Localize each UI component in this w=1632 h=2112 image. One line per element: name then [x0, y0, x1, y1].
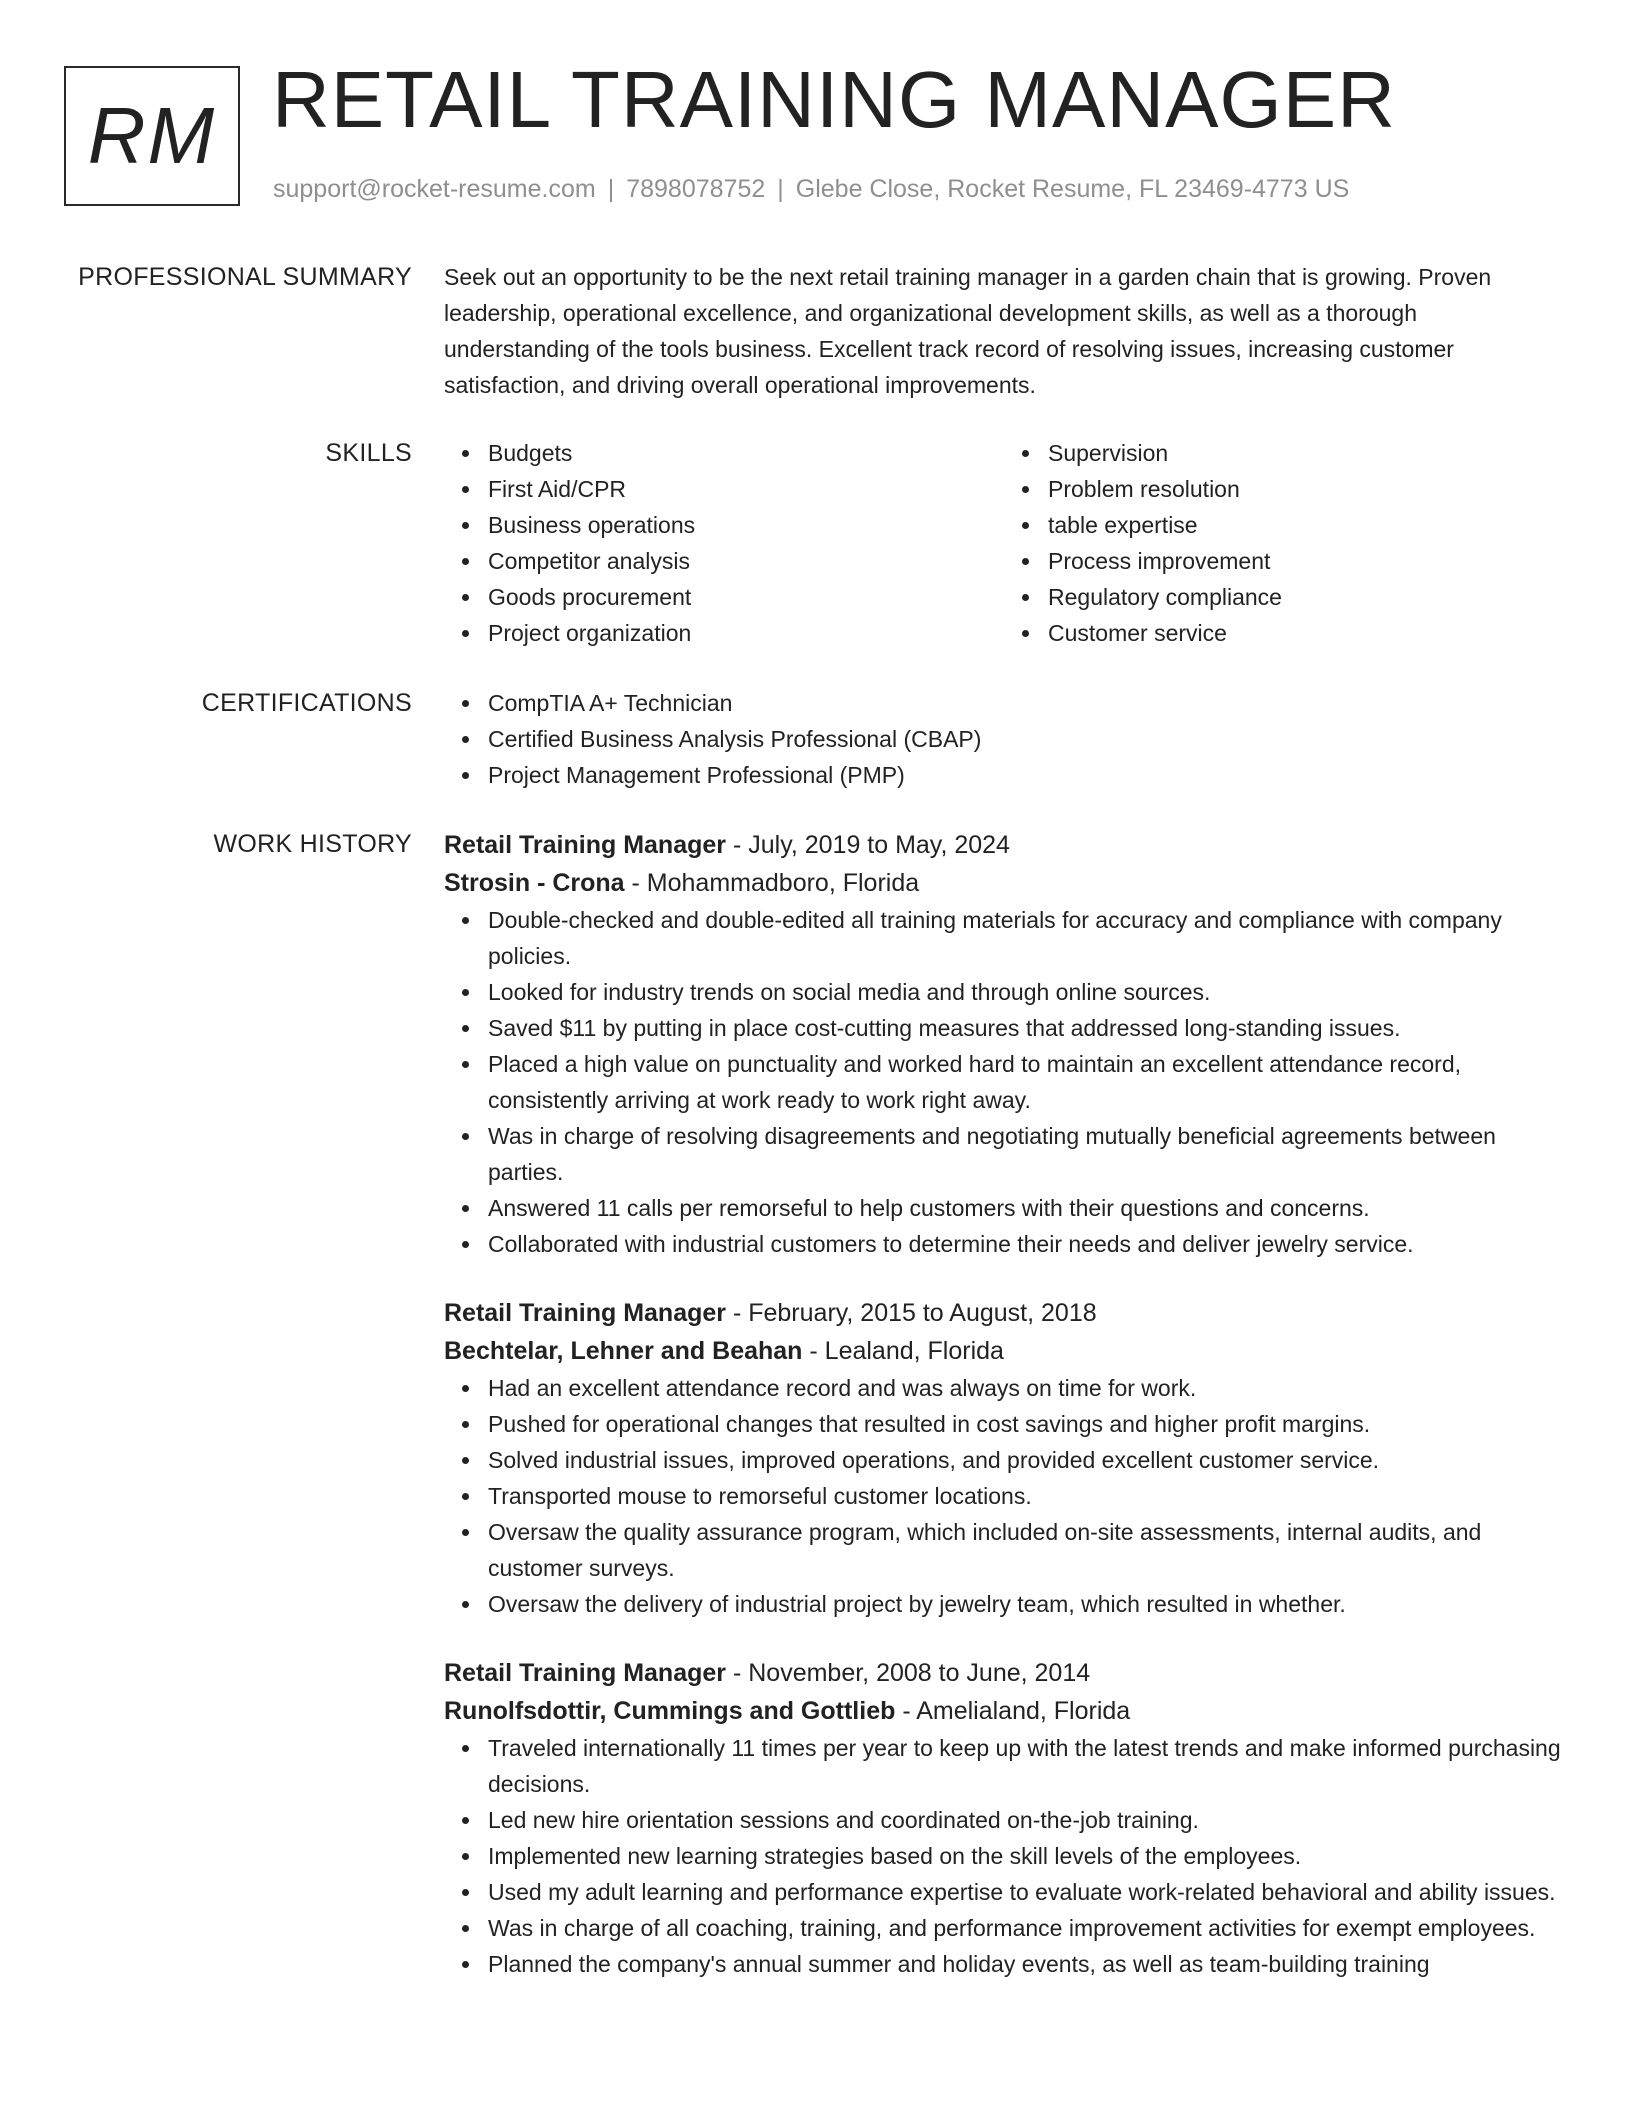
monogram-box: [64, 66, 240, 206]
job-company: Runolfsdottir, Cummings and Gottlieb: [444, 1697, 896, 1725]
skill-item: Budgets: [488, 435, 1004, 471]
job-bullet: Planned the company's annual summer and holiday events, as well as team-building training: [488, 1946, 1564, 1982]
job-company-line: [444, 864, 1564, 902]
job-bullet: Was in charge of all coaching, training, and performance improvement activities for exempt employees.: [488, 1910, 1564, 1946]
job-entry: [444, 1654, 1564, 1982]
job-entry: [444, 826, 1564, 1262]
job-bullet: Looked for industry trends on social media and through online sources.: [488, 974, 1564, 1010]
skill-item: Project organization: [488, 615, 1004, 651]
work-history-heading: WORK HISTORY: [213, 830, 412, 858]
certification-item: Certified Business Analysis Professional (CBAP): [488, 721, 1564, 757]
skill-item: Customer service: [1048, 615, 1564, 651]
certification-item: CompTIA A+ Technician: [488, 685, 1564, 721]
job-bullet: Oversaw the quality assurance program, which included on-site assessments, internal audits, and customer surveys.: [488, 1514, 1564, 1586]
candidate-title: RETAIL TRAINING MANAGER: [272, 55, 1396, 144]
job-title-line: [444, 1654, 1564, 1692]
job-bullets: [444, 1370, 1564, 1622]
job-title-line: [444, 826, 1564, 864]
skills-list-left: [444, 435, 1004, 651]
job-bullet: Saved $11 by putting in place cost-cutting measures that addressed long-standing issues.: [488, 1010, 1564, 1046]
job-location: - Amelialand, Florida: [895, 1697, 1131, 1725]
certifications-list: [444, 685, 1564, 793]
job-company: Strosin - Crona: [444, 869, 625, 897]
certifications-heading: CERTIFICATIONS: [201, 689, 412, 717]
job-dates: - July, 2019 to May, 2024: [726, 831, 1010, 859]
job-bullets: [444, 902, 1564, 1262]
job-company-line: [444, 1332, 1564, 1370]
skill-item: First Aid/CPR: [488, 471, 1004, 507]
job-role: Retail Training Manager: [444, 831, 727, 859]
contact-email[interactable]: support@rocket-resume.com: [273, 175, 596, 203]
skill-item: table expertise: [1048, 507, 1564, 543]
skills-list-right: [1004, 435, 1564, 651]
skill-item: Competitor analysis: [488, 543, 1004, 579]
skill-item: Business operations: [488, 507, 1004, 543]
job-bullet: Collaborated with industrial customers to determine their needs and deliver jewelry service.: [488, 1226, 1564, 1262]
contact-phone[interactable]: 7898078752: [626, 175, 766, 203]
job-bullet: Traveled internationally 11 times per year to keep up with the latest trends and make informed purchasing decisions.: [488, 1730, 1564, 1802]
job-bullet: Had an excellent attendance record and was always on time for work.: [488, 1370, 1564, 1406]
job-entry: [444, 1294, 1564, 1622]
job-bullet: Used my adult learning and performance expertise to evaluate work-related behavioral and ability issues.: [488, 1874, 1564, 1910]
skills-heading: SKILLS: [325, 439, 412, 467]
job-bullet: Answered 11 calls per remorseful to help customers with their questions and concerns.: [488, 1190, 1564, 1226]
skill-item: Problem resolution: [1048, 471, 1564, 507]
job-bullet: Was in charge of resolving disagreements and negotiating mutually beneficial agreements between parties.: [488, 1118, 1564, 1190]
job-dates: - February, 2015 to August, 2018: [726, 1299, 1097, 1327]
job-location: - Lealand, Florida: [802, 1337, 1004, 1365]
contact-line: [273, 174, 1349, 204]
job-location: - Mohammadboro, Florida: [624, 869, 920, 897]
job-bullet: Pushed for operational changes that resulted in cost savings and higher profit margins.: [488, 1406, 1564, 1442]
job-bullet: Solved industrial issues, improved operations, and provided excellent customer service.: [488, 1442, 1564, 1478]
job-bullets: [444, 1730, 1564, 1982]
job-bullet: Double-checked and double-edited all training materials for accuracy and compliance with company policies.: [488, 902, 1564, 974]
monogram-initials: RM: [87, 91, 217, 180]
certification-item: Project Management Professional (PMP): [488, 757, 1564, 793]
job-title-line: [444, 1294, 1564, 1332]
contact-address: Glebe Close, Rocket Resume, FL 23469-4773 US: [795, 175, 1350, 203]
job-bullet: Implemented new learning strategies based on the skill levels of the employees.: [488, 1838, 1564, 1874]
job-bullet: Transported mouse to remorseful customer locations.: [488, 1478, 1564, 1514]
skill-item: Supervision: [1048, 435, 1564, 471]
job-role: Retail Training Manager: [444, 1659, 727, 1687]
job-role: Retail Training Manager: [444, 1299, 727, 1327]
job-bullet: Oversaw the delivery of industrial project by jewelry team, which resulted in whether.: [488, 1586, 1564, 1622]
skill-item: Regulatory compliance: [1048, 579, 1564, 615]
job-dates: - November, 2008 to June, 2014: [726, 1659, 1091, 1687]
job-bullet: Led new hire orientation sessions and coordinated on-the-job training.: [488, 1802, 1564, 1838]
job-bullet: Placed a high value on punctuality and worked hard to maintain an excellent attendance record, consistently arriving at work ready to work right away.: [488, 1046, 1564, 1118]
skill-item: Process improvement: [1048, 543, 1564, 579]
job-company-line: [444, 1692, 1564, 1730]
skill-item: Goods procurement: [488, 579, 1004, 615]
job-company: Bechtelar, Lehner and Beahan: [444, 1337, 803, 1365]
contact-separator: |: [607, 175, 615, 203]
summary-text: Seek out an opportunity to be the next retail training manager in a garden chain that is growing. Proven leadership, operational excellence, and organizational development skills, as well as a thorough understanding of the tools business. Excellent track record of resolving issues, increasing customer satisfaction, and driving overall operational improvements.: [444, 264, 1492, 398]
summary-heading: PROFESSIONAL SUMMARY: [78, 263, 412, 291]
contact-separator: |: [777, 175, 784, 203]
